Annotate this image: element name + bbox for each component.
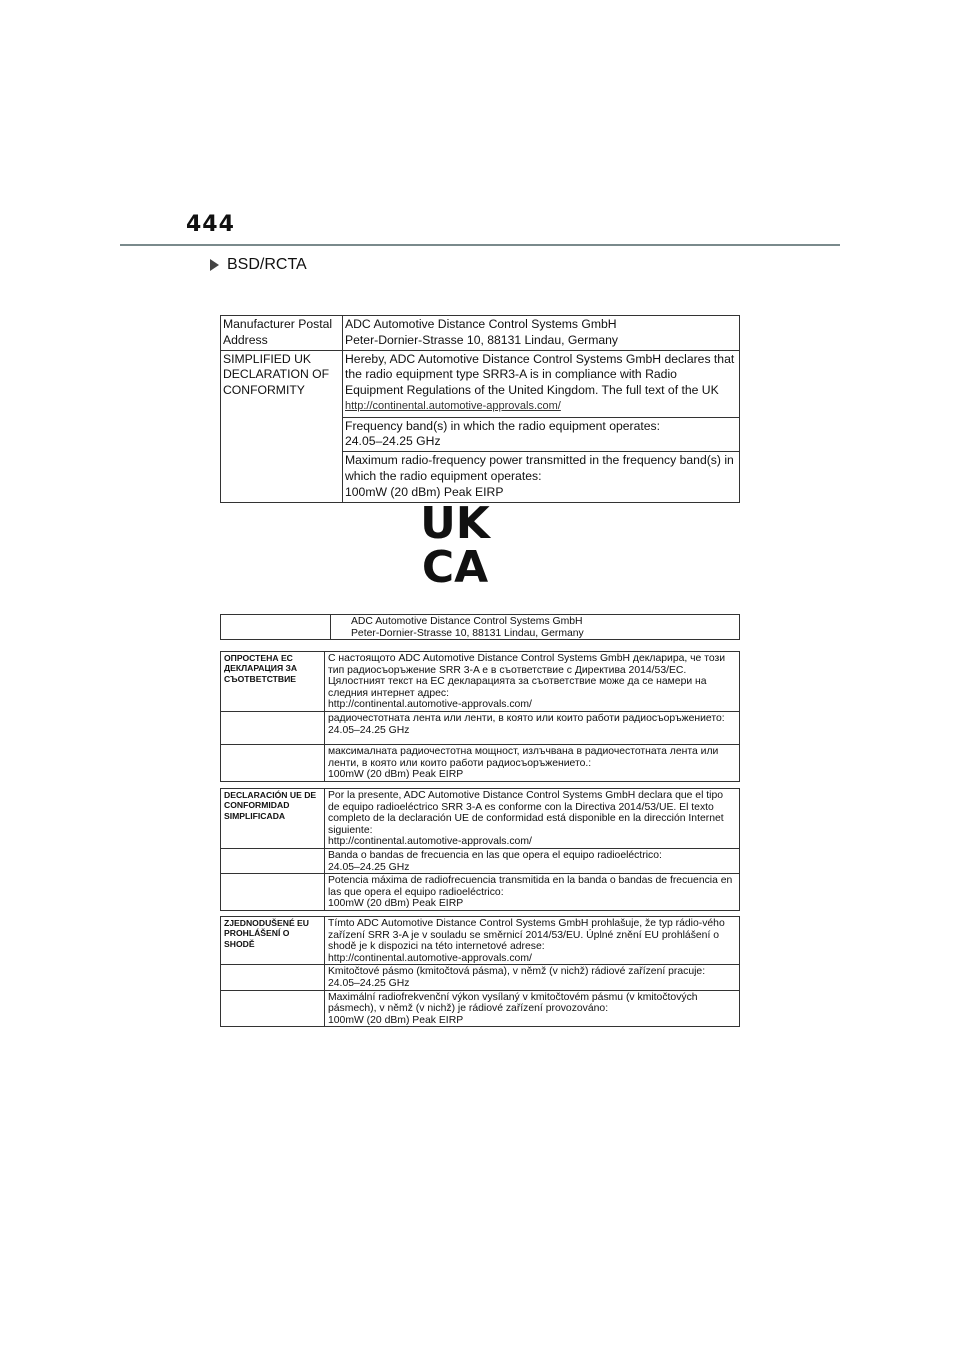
table-row [221,316,740,351]
table-row [221,990,740,1027]
manufacturer-address [343,316,740,351]
frequency-cell [343,417,740,452]
declaration-cell [343,350,740,417]
cs-url: http://continental.automotive-approvals.com/ [328,952,532,964]
ukca-mark-icon [414,500,496,584]
address-table [220,614,740,640]
es-url: http://continental.automotive-approvals.com/ [328,836,532,848]
uk-declaration-table [220,315,740,503]
frequency-label: Frequency band(s) in which the radio equipment operates: [345,418,661,433]
table-row [221,652,740,712]
es-empty-cell [221,874,325,911]
es-declaration-text: Por la presente, ADC Automotive Distance Control Systems GmbH declara que el tipo de equipo radioeléctrico SRR 3-A es conforme con la Directiva 2014/53/UE. El texto completo de la declaración UE de conformidad está disponible en la dirección Internet siguiente: [328,790,724,836]
table-row [221,615,740,640]
table-row [221,965,740,990]
cs-declaration-table [220,916,740,1027]
bg-power-value: 100mW (20 dBm) Peak EIRP [328,769,464,781]
bg-frequency-cell [325,711,740,744]
bg-declaration-table [220,651,740,782]
ukca-line2: CA [421,542,489,584]
es-declaration-cell [325,789,740,849]
bg-empty-cell [221,744,325,781]
table-row [221,744,740,781]
declaration-url: http://continental.automotive-approvals.com/ [345,399,561,412]
cs-label: ZJEDNODUŠENÉ EU PROHLÁŠENÍ O SHODĚ [221,917,325,965]
page-number: 444 [186,212,235,237]
frequency-value: 24.05–24.25 GHz [345,434,441,449]
section-title-text: BSD/RCTA [227,256,307,273]
es-power-cell [325,874,740,911]
manufacturer-line1: ADC Automotive Distance Control Systems GmbH [345,317,617,331]
table-row [221,789,740,849]
es-empty-cell [221,848,325,873]
ukca-line1: UK [420,500,490,549]
manufacturer-label: Manufacturer Postal Address [221,316,343,351]
bg-frequency-label: радиочестотната лента или ленти, в която или които работи радиосъоръжението: [328,712,725,724]
cs-frequency-cell [325,965,740,990]
address-empty-cell [221,615,331,640]
bg-declaration-cell [325,652,740,712]
table-row [221,711,740,744]
es-power-label: Potencia máxima de radiofrecuencia transmitida en la banda o bandas de frecuencia en las que opera el equipo radioeléctrico: [328,875,733,898]
cs-power-label: Maximální radiofrekvenční výkon vysílaný v kmitočtovém pásmu (v kmitočtových pásmech), v němž (v nichž) je rádiové zařízení provozováno: [328,991,698,1015]
address-cell [331,615,740,640]
es-frequency-label: Banda o bandas de frecuencia en las que opera el equipo radioeléctrico: [328,849,662,861]
table-row [221,917,740,965]
section-title [210,256,307,274]
declaration-label: SIMPLIFIED UK DECLARATION OF CONFORMITY [221,350,343,502]
es-declaration-table [220,788,740,911]
es-frequency-cell [325,848,740,873]
cs-empty-cell [221,990,325,1027]
header-rule [120,244,840,246]
bg-declaration-text: С настоящото ADC Automotive Distance Control Systems GmbH декларира, че този тип радиосъоръжение SRR 3-A е в съответствие с Директива 2014/53/ЕС. Цялостният текст на ЕС декларацията за съответствие може да се намери на следния интернет адрес: [328,653,726,699]
cs-declaration-cell [325,917,740,965]
power-cell [343,452,740,502]
cs-power-value: 100mW (20 dBm) Peak EIRP [328,1014,464,1026]
triangle-bullet-icon [210,259,219,271]
manufacturer-line2: Peter-Dornier-Strasse 10, 88131 Lindau, Germany [345,332,619,347]
cs-frequency-label: Kmitočtové pásmo (kmitočtová pásma), v němž (v nichž) rádiové zařízení pracuje: [328,966,706,978]
bg-empty-cell [221,711,325,744]
cs-power-cell [325,990,740,1027]
cs-empty-cell [221,965,325,990]
address-line2: Peter-Dornier-Strasse 10, 88131 Lindau, Germany [351,627,584,639]
address-line1: ADC Automotive Distance Control Systems GmbH [351,616,583,627]
table-row [221,350,740,417]
es-power-value: 100mW (20 dBm) Peak EIRP [328,898,464,910]
bg-power-label: максималната радиочестотна мощност, излъчвана в радиочестотната лента или ленти, в която или които работи радиосъоръжението.: [328,745,719,769]
bg-frequency-value: 24.05–24.25 GHz [328,724,410,736]
cs-frequency-value: 24.05–24.25 GHz [328,977,410,989]
cs-declaration-text: Tímto ADC Automotive Distance Control Systems GmbH prohlašuje, že typ rádio-vého zařízení SRR 3-A je v souladu se směrnicí 2014/53/EU. Úplné znění EU prohlášení o shodě je k dispozici na této internetové adrese: [328,918,725,953]
table-row [221,874,740,911]
power-label: Maximum radio-frequency power transmitted in the frequency band(s) in which the radio equipment operates: [345,453,734,483]
power-value: 100mW (20 dBm) Peak EIRP [345,484,504,499]
bg-url: http://continental.automotive-approvals.com/ [328,699,532,711]
bg-label: ОПРОСТЕНА ЕС ДЕКЛАРАЦИЯ ЗА СЪОТВЕТСТВИЕ [221,652,325,712]
es-label: DECLARACIÓN UE DE CONFORMIDAD SIMPLIFICADA [221,789,325,849]
bg-power-cell [325,744,740,781]
table-row [221,848,740,873]
es-frequency-value: 24.05–24.25 GHz [328,861,410,873]
declaration-text: Hereby, ADC Automotive Distance Control Systems GmbH declares that the radio equipment type SRR3-A is in compliance with Radio Equipment Regulations of the United Kingdom. The full text of the UK [345,351,735,398]
